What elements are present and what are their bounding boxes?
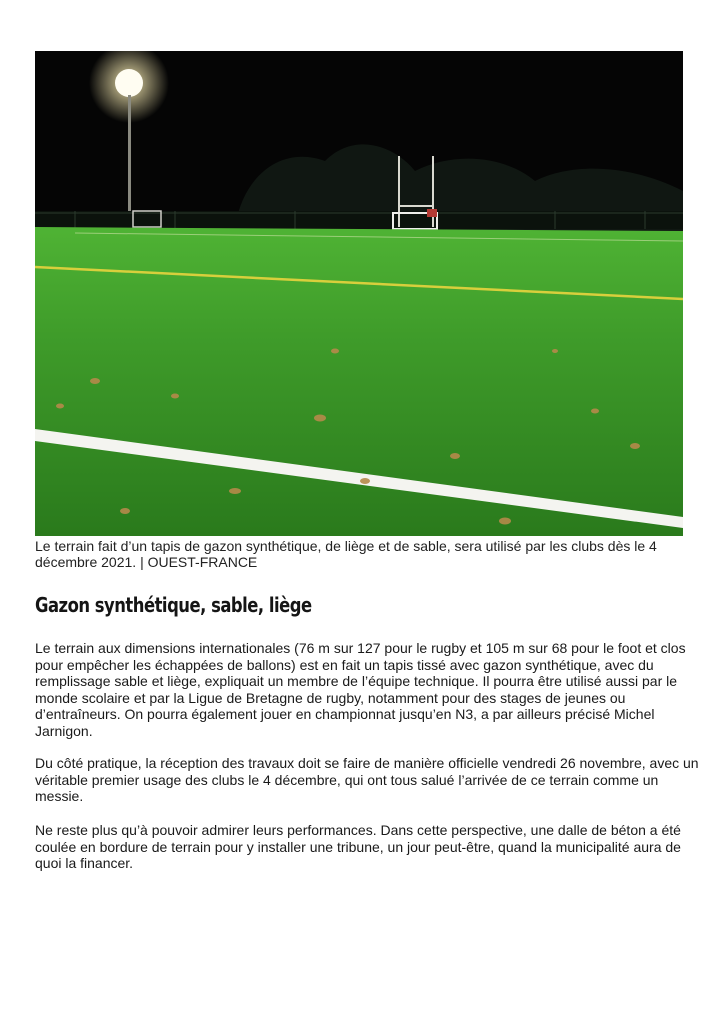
paragraph-practical: Du côté pratique, la réception des travaux doit se faire de manière officielle vendredi 26 novembre, avec un véritable premier usage des clubs le 4 décembre, qui ont tous salué l’arrivée de ce terrain comme un messie. — [35, 755, 699, 804]
section-heading: Gazon synthétique, sable, liège — [35, 593, 312, 617]
pitch-photo-illustration — [35, 51, 683, 536]
paragraph-dimensions: Le terrain aux dimensions internationales (76 m sur 127 pour le rugby et 105 m sur 68 pour le foot et clos pour empêcher les échappées de ballons) est en fait un tapis tissé avec gazon synthétique, avec du remplissage sable et liège, expliquait un membre de l’équipe technique. Il pourra être utilisé aussi par le monde scolaire et par la Ligue de Bretagne de rugby, notamment pour des stages de jeunes ou d’entraîneurs. On pourra également jouer en championnat jusqu’en N3, a par ailleurs précisé Michel Jarnigon. — [35, 640, 686, 739]
article-photo — [35, 51, 683, 536]
pitch-grass — [35, 227, 683, 536]
photo-caption: Le terrain fait d’un tapis de gazon synthétique, de liège et de sable, sera utilisé par les clubs dès le 4 décembre 2021. | OUEST-FRANCE — [35, 538, 657, 570]
paragraph-tribune: Ne reste plus qu’à pouvoir admirer leurs performances. Dans cette perspective, une dalle de béton a été coulée en bordure de terrain pour y installer une tribune, un jour peut-être, quand la municipalité aura de quoi la financer. — [35, 822, 681, 871]
